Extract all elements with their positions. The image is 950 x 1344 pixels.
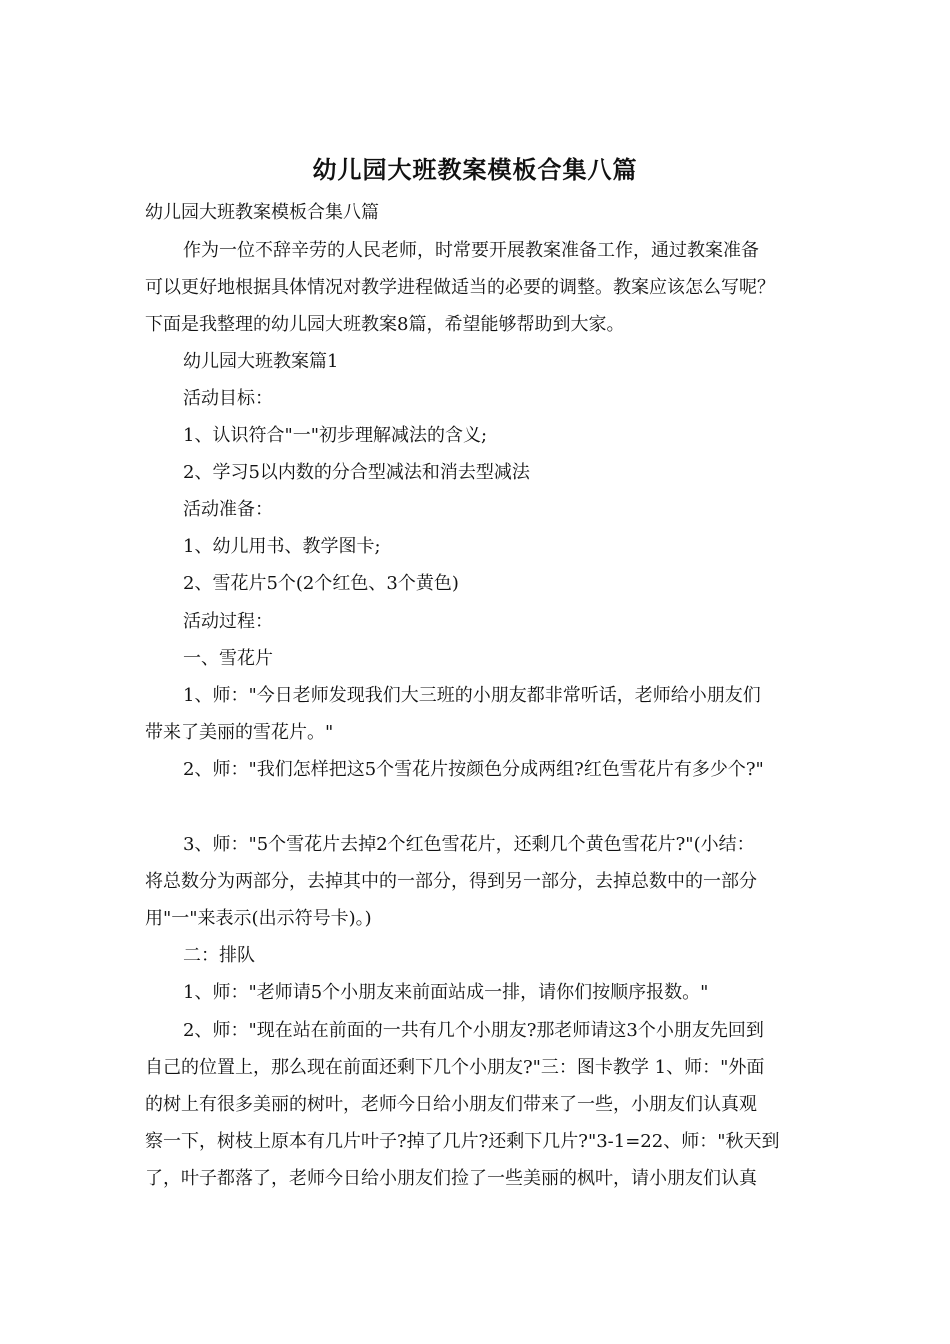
paragraph-line: 一、雪花片 [183, 648, 273, 669]
paragraph-line: 1、师："今日老师发现我们大三班的小朋友都非常听话，老师给小朋友们 [183, 685, 761, 706]
paragraph-line: 自己的位置上，那么现在前面还剩下几个小朋友?"三：图卡教学 1、师："外面 [145, 1057, 765, 1078]
paragraph-line: 带来了美丽的雪花片。" [145, 722, 334, 743]
paragraph-line: 活动过程： [183, 611, 273, 632]
paragraph-line: 用"一"来表示(出示符号卡)。) [145, 908, 372, 929]
paragraph-line: 的树上有很多美丽的树叶，老师今日给小朋友们带来了一些，小朋友们认真观 [145, 1094, 757, 1115]
paragraph-line: 作为一位不辞辛劳的人民老师，时常要开展教案准备工作，通过教案准备 [183, 240, 759, 261]
paragraph-line: 1、师："老师请5个小朋友来前面站成一排，请你们按顺序报数。" [183, 982, 709, 1003]
subtitle-line: 幼儿园大班教案模板合集八篇 [145, 202, 379, 223]
paragraph-line: 2、师："我们怎样把这5个雪花片按颜色分成两组?红色雪花片有多少个?" [183, 759, 764, 780]
section-heading: 幼儿园大班教案篇1 [183, 351, 339, 372]
paragraph-line: 1、幼儿用书、教学图卡; [183, 536, 381, 557]
paragraph-line: 活动目标： [183, 388, 273, 409]
paragraph-line: 了，叶子都落了，老师今日给小朋友们捡了一些美丽的枫叶，请小朋友们认真 [145, 1168, 757, 1189]
paragraph-line: 二：排队 [183, 945, 255, 966]
paragraph-line: 下面是我整理的幼儿园大班教案8篇，希望能够帮助到大家。 [145, 314, 625, 335]
paragraph-line: 活动准备： [183, 499, 273, 520]
paragraph-line: 可以更好地根据具体情况对教学进程做适当的必要的调整。教案应该怎么写呢？ [145, 277, 775, 298]
paragraph-line: 1、认识符合"一"初步理解减法的含义; [183, 425, 488, 446]
paragraph-line: 2、雪花片5个(2个红色、3个黄色) [183, 573, 459, 594]
paragraph-line: 2、学习5以内数的分合型减法和消去型减法 [183, 462, 530, 483]
paragraph-line: 将总数分为两部分，去掉其中的一部分，得到另一部分，去掉总数中的一部分 [145, 871, 757, 892]
paragraph-line: 3、师："5个雪花片去掉2个红色雪花片，还剩几个黄色雪花片?"(小结： [183, 834, 755, 855]
paragraph-line: 察一下，树枝上原本有几片叶子?掉了几片?还剩下几片?"3-1=22、师："秋天到 [145, 1131, 780, 1152]
document-title: 幼儿园大班教案模板合集八篇 [312, 155, 638, 184]
paragraph-line: 2、师："现在站在前面的一共有几个小朋友?那老师请这3个小朋友先回到 [183, 1020, 764, 1041]
